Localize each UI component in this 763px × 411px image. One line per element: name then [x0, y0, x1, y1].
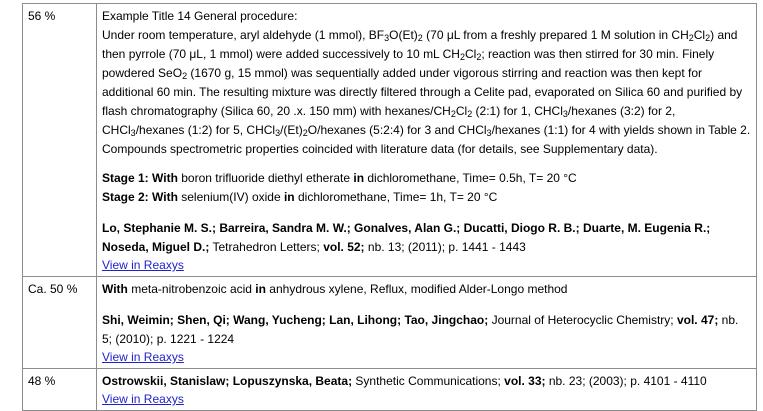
stage-conditions	[102, 169, 751, 207]
reaction-details-cell	[97, 369, 757, 411]
subscript: 2	[450, 109, 456, 119]
condition-with: With	[102, 282, 128, 296]
citation-volume: vol. 52;	[323, 240, 365, 254]
stage-1-with: With	[152, 171, 178, 185]
subscript: 2	[417, 33, 423, 43]
yield-cell: 48 %	[23, 369, 97, 411]
procedure-text	[102, 26, 751, 159]
condition-line	[102, 280, 751, 299]
subscript: 3	[384, 33, 390, 43]
view-in-reaxys-link[interactable]: View in Reaxys	[102, 258, 184, 272]
citation-text	[102, 311, 751, 349]
citation-volume: vol. 47;	[676, 313, 719, 327]
citation-details: nb. 5; (2010); p. 1221 - 1224	[102, 313, 739, 346]
table-row	[23, 277, 757, 369]
procedure-segment: O/hexanes (5:2:4) for 3 and CHCl	[307, 123, 487, 137]
condition-in: in	[255, 282, 266, 296]
stage-2-label: Stage 2:	[102, 190, 149, 204]
citation-journal: Synthetic Communications;	[352, 374, 505, 388]
citation-journal: Journal of Heterocyclic Chemistry;	[488, 313, 677, 327]
citation-authors: Lo, Stephanie M. S.; Barreira, Sandra M. W.; Gonalves, Alan G.; Ducatti, Diogo R. B.; Duarte, M. Eugenia R.; Noseda, Miguel D.;	[102, 221, 711, 254]
condition-reagent: meta-nitrobenzoic acid	[127, 282, 256, 296]
procedure-segment: Cl	[693, 28, 706, 42]
citation-authors: Ostrowskii, Stanislaw; Lopuszynska, Beata;	[102, 374, 353, 388]
stage-1-reagent: boron trifluoride diethyl etherate	[177, 171, 354, 185]
procedure-segment: O(Et)	[389, 28, 418, 42]
procedure-segment: (2:1) for 1, CHCl	[472, 104, 563, 118]
reference-citation	[102, 311, 751, 365]
subscript: 2	[459, 52, 465, 62]
procedure-segment: ; reaction was then stirred for 30 min. Finely powdered SeO	[102, 47, 715, 80]
stage-2-line	[102, 188, 751, 207]
procedure-segment: Under room temperature, aryl aldehyde (1 mmol), BF	[102, 28, 385, 42]
stage-2-with: With	[152, 190, 178, 204]
subscript: 2	[302, 128, 308, 138]
procedure-segment: (70 μL from a freshly prepared 1 M solution in CH	[422, 28, 689, 42]
subscript: 2	[467, 109, 473, 119]
yield-cell: Ca. 50 %	[23, 277, 97, 369]
procedure-segment: Cl	[455, 104, 468, 118]
subscript: 2	[688, 33, 694, 43]
subscript: 2	[476, 52, 482, 62]
procedure-segment: /hexanes (1:2) for 5, CHCl	[135, 123, 276, 137]
stage-2-rest: dichloromethane, Time= 1h, T= 20 °C	[294, 190, 498, 204]
subscript: 2	[182, 71, 188, 81]
stage-2-in: in	[283, 190, 295, 204]
stage-1-label: Stage 1:	[102, 171, 149, 185]
stage-1-line	[102, 169, 751, 188]
procedure-segment: Cl	[464, 47, 477, 61]
condition-rest: anhydrous xylene, Reflux, modified Alder-Longo method	[265, 282, 568, 296]
citation-details: nb. 23; (2003); p. 4101 - 4110	[545, 374, 707, 388]
reference-citation	[102, 219, 751, 273]
stage-1-in: in	[353, 171, 365, 185]
citation-text	[102, 219, 751, 257]
table-row	[23, 369, 757, 411]
reaction-details-cell	[97, 277, 757, 369]
stage-1-rest: dichloromethane, Time= 0.5h, T= 20 °C	[364, 171, 577, 185]
citation-volume: vol. 33;	[504, 374, 546, 388]
citation-details: nb. 13; (2011); p. 1441 - 1443	[364, 240, 526, 254]
view-in-reaxys-link[interactable]: View in Reaxys	[102, 350, 184, 364]
stage-2-reagent: selenium(IV) oxide	[177, 190, 284, 204]
table-row	[23, 4, 757, 277]
procedure-segment: /(Et)	[280, 123, 303, 137]
procedure-segment: /hexanes (1:1) for 4 with yields shown in Table 2. Compounds spectrometric properties coincided with literature data (for details, see Supplementary data).	[102, 123, 751, 156]
citation-text	[102, 372, 751, 391]
subscript: 3	[486, 128, 492, 138]
procedure-title: Example Title 14 General procedure:	[102, 9, 298, 23]
reaction-results-table	[22, 3, 757, 411]
yield-cell: 56 %	[23, 4, 97, 277]
procedure-segment: (1670 g, 15 mmol) was sequentially added under vigorous stirring and reaction was then kept for additional 60 min. The resulting mixture was directly filtered through a Celite pad, evaporated on Silica 60 and purified by flash chromatography (Silica 60, 20 .x. 150 mm) with hexanes/CH	[102, 66, 743, 118]
procedure-segment: ) and then pyrrole (70 μL, 1 mmol) were added successively to 10 mL CH	[102, 28, 738, 61]
subscript: 3	[562, 109, 568, 119]
procedure-segment: /hexanes (3:2) for 2, CHCl	[102, 104, 676, 137]
reaction-details-cell	[97, 4, 757, 277]
view-in-reaxys-link[interactable]: View in Reaxys	[102, 392, 184, 406]
subscript: 3	[130, 128, 136, 138]
citation-authors: Shi, Weimin; Shen, Qi; Wang, Yucheng; Lan, Lihong; Tao, Jingchao;	[102, 313, 489, 327]
subscript: 3	[275, 128, 281, 138]
subscript: 2	[705, 33, 711, 43]
citation-journal: Tetrahedron Letters;	[209, 240, 324, 254]
